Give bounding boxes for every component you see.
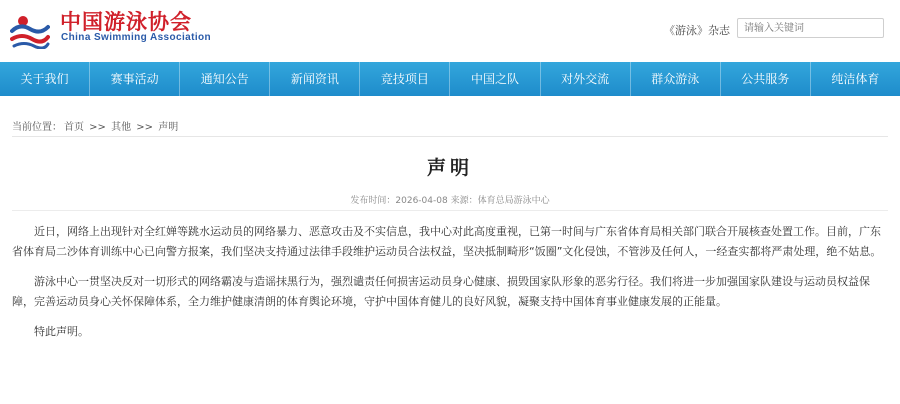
- divider: [12, 210, 888, 211]
- logo-title-cn[interactable]: 中国游泳协会: [60, 10, 192, 34]
- logo-title-en: China Swimming Association: [61, 32, 212, 43]
- article-paragraph: 特此声明。: [34, 325, 89, 338]
- article-meta: 发布时间：2026-04-08 来源：体育总局游泳中心: [350, 196, 550, 206]
- nav-item-public-service[interactable]: 公共服务: [721, 62, 811, 96]
- magazine-link[interactable]: 《游泳》杂志: [664, 24, 730, 37]
- article-paragraph: 游泳中心一贯坚决反对一切形式的网络霸凌与造谣抹黑行为，强烈谴责任何损害运动员身心健康、损毁国家队形象的恶劣行径。我们将进一步加强国家队建设与运动员权益保障，完善运动员身心关怀保障体系，全力维护健康清朗的体育舆论环境，守护中国体育健儿的良好风貌，凝聚支持中国体育事业健康发展的正能量。: [12, 275, 870, 308]
- breadcrumb-current: 声明: [158, 122, 179, 133]
- page-title: 声明: [426, 157, 473, 179]
- divider: [12, 136, 888, 137]
- search-input[interactable]: [737, 18, 884, 38]
- breadcrumb-section-link[interactable]: 其他: [111, 122, 132, 133]
- article-body: [12, 222, 884, 352]
- breadcrumb-home-link[interactable]: 首页: [64, 122, 84, 133]
- site-header: [0, 0, 900, 62]
- swimming-logo-icon[interactable]: [10, 9, 50, 49]
- nav-item-mass-swimming[interactable]: 群众游泳: [631, 62, 721, 96]
- breadcrumb: [12, 118, 180, 133]
- top-links: [664, 22, 730, 38]
- nav-item-china-team[interactable]: 中国之队: [450, 62, 540, 96]
- nav-item-news[interactable]: 新闻资讯: [270, 62, 360, 96]
- nav-item-clean-sport[interactable]: 纯洁体育: [831, 72, 880, 86]
- nav-item-events[interactable]: 赛事活动: [90, 62, 180, 96]
- nav-item-about[interactable]: 关于我们: [0, 62, 90, 96]
- nav-item-competitive[interactable]: 竞技项目: [360, 62, 450, 96]
- nav-item-exchange[interactable]: 对外交流: [541, 62, 631, 96]
- nav-item-notices[interactable]: 通知公告: [180, 62, 270, 96]
- breadcrumb-separator: >>: [86, 122, 110, 133]
- main-nav: [0, 62, 900, 96]
- breadcrumb-separator: >>: [133, 122, 157, 133]
- article-paragraph: 近日，网络上出现针对全红婵等跳水运动员的网络暴力、恶意攻击及不实信息，我中心对此高度重视，已第一时间与广东省体育局相关部门联合开展核查处置工作。目前，广东省体育局二沙体育训练中心已向警方报案，我们坚决支持通过法律手段维护运动员合法权益，坚决抵制畸形“饭圈”文化侵蚀，不管涉及任何人，一经查实都将严肃处理，绝不姑息。: [12, 225, 882, 258]
- breadcrumb-prefix: 当前位置：: [12, 122, 62, 133]
